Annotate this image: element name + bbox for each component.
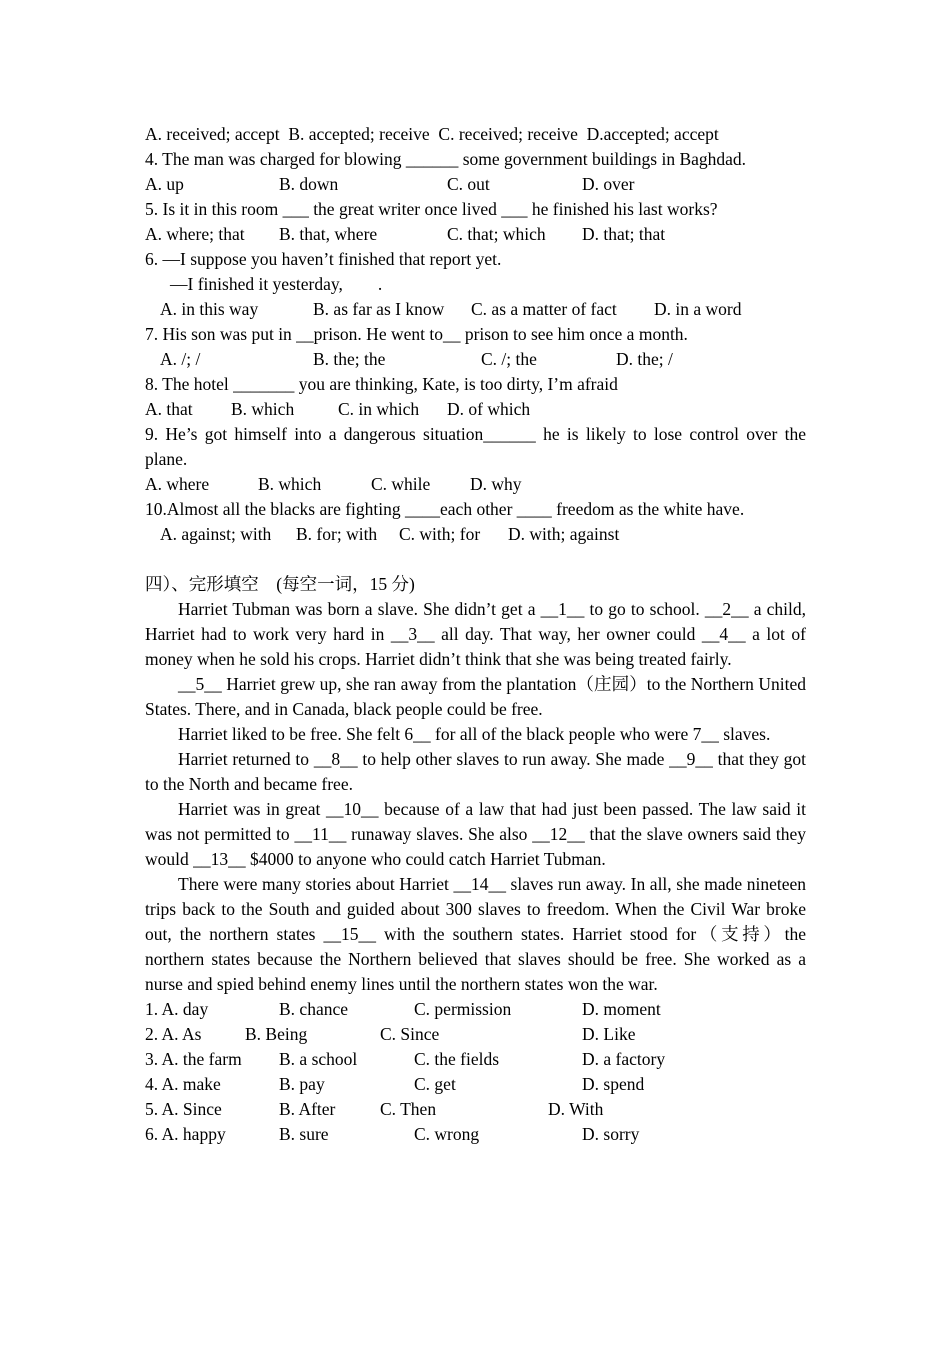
q5-option-c: C. that; which: [447, 224, 546, 244]
q7-options: [145, 347, 806, 372]
cloze-option: D. a factory: [582, 1049, 666, 1069]
cloze-option: 2. A. As: [145, 1024, 202, 1044]
q7-option-c: C. /; the: [481, 349, 537, 369]
q8-option-c: C. in which: [338, 399, 420, 419]
q10-option-c: C. with; for: [399, 524, 481, 544]
exam-page: [145, 122, 806, 1147]
q10-option-b: B. for; with: [296, 524, 378, 544]
q5-option-d: D. that; that: [582, 224, 666, 244]
cloze-option: 5. A. Since: [145, 1099, 222, 1119]
cloze-option: B. chance: [279, 999, 348, 1019]
cloze-option: 6. A. happy: [145, 1124, 226, 1144]
cloze-option: 3. A. the farm: [145, 1049, 242, 1069]
q7-stem: 7. His son was put in __prison. He went to__ prison to see him once a month.: [145, 324, 688, 344]
q6-option-a: A. in this way: [160, 299, 259, 319]
cloze-options-row: [145, 997, 806, 1022]
q8-option-d: D. of which: [447, 399, 531, 419]
q9-option-d: D. why: [470, 474, 522, 494]
cloze-option: B. pay: [279, 1074, 325, 1094]
cloze-paragraph-3: Harriet liked to be free. She felt 6__ for all of the black people who were 7__ slaves.: [178, 724, 771, 744]
cloze-option: C. wrong: [414, 1124, 480, 1144]
cloze-option: B. After: [279, 1099, 336, 1119]
q6-option-b: B. as far as I know: [313, 299, 445, 319]
q5-option-a: A. where; that: [145, 224, 245, 244]
q9-option-b: B. which: [258, 474, 322, 494]
cloze-paragraph-6: There were many stories about Harriet __14__ slaves run away. In all, she made nineteen trips back to the South and guided about 300 slaves to freedom. When the Civil War broke out, the northern states __15__ with the southern states. Harriet stood for（支持）the northern states because the Northern believed that slaves should be free. She worked as a nurse and spied behind enemy lines until the northern states won the war.: [145, 874, 806, 994]
section-heading: 四）、完形填空 (每空一词，15 分): [145, 574, 415, 594]
cloze-paragraph-1: Harriet Tubman was born a slave. She didn’t get a __1__ to go to school. __2__ a child, Harriet had to work very hard in __3__ all day. That way, her owner could __4__ a lot of money when he sold his crops. Harriet didn’t think that she was being treated fairly.: [145, 599, 806, 669]
q9-stem: 9. He’s got himself into a dangerous situation______ he is likely to lose control over the plane.: [145, 424, 806, 469]
q8-option-a: A. that: [145, 399, 193, 419]
q10-options: [145, 522, 806, 547]
q10-option-d: D. with; against: [508, 524, 620, 544]
q6-option-c: C. as a matter of fact: [471, 299, 617, 319]
q4-stem: 4. The man was charged for blowing ______ some government buildings in Baghdad.: [145, 149, 747, 169]
q5-options: [145, 222, 806, 247]
q5-stem: 5. Is it in this room ___ the great writer once lived ___ he finished his last works?: [145, 199, 718, 219]
spacer: [145, 547, 806, 572]
cloze-option: 1. A. day: [145, 999, 209, 1019]
q4-option-d: D. over: [582, 174, 635, 194]
q10-option-a: A. against; with: [160, 524, 272, 544]
q6-reply: —I finished it yesterday, .: [170, 274, 383, 294]
cloze-option: B. a school: [279, 1049, 358, 1069]
q6-option-d: D. in a word: [654, 299, 742, 319]
cloze-option: C. get: [414, 1074, 456, 1094]
q4-option-c: C. out: [447, 174, 490, 194]
q9-option-a: A. where: [145, 474, 210, 494]
cloze-options-row: [145, 1072, 806, 1097]
cloze-options-row: [145, 1122, 806, 1147]
cloze-option: D. moment: [582, 999, 661, 1019]
q5-option-b: B. that, where: [279, 224, 378, 244]
q4-option-b: B. down: [279, 174, 339, 194]
cloze-options-row: [145, 1097, 806, 1122]
q4-options: [145, 172, 806, 197]
cloze-option: D. Like: [582, 1024, 636, 1044]
cloze-option: D. With: [548, 1099, 604, 1119]
q8-stem: 8. The hotel _______ you are thinking, Kate, is too dirty, I’m afraid: [145, 374, 618, 394]
cloze-option: D. spend: [582, 1074, 645, 1094]
q6-options: [145, 297, 806, 322]
cloze-option: C. the fields: [414, 1049, 500, 1069]
q8-option-b: B. which: [231, 399, 295, 419]
q7-option-b: B. the; the: [313, 349, 386, 369]
q6-stem: 6. —I suppose you haven’t finished that report yet.: [145, 249, 502, 269]
cloze-option: C. Then: [380, 1099, 437, 1119]
cloze-option: B. Being: [245, 1024, 308, 1044]
cloze-option: C. Since: [380, 1024, 440, 1044]
cloze-option: D. sorry: [582, 1124, 640, 1144]
q7-option-d: D. the; /: [616, 349, 673, 369]
cloze-options-row: [145, 1022, 806, 1047]
q8-options: [145, 397, 806, 422]
cloze-option: B. sure: [279, 1124, 329, 1144]
cloze-option: 4. A. make: [145, 1074, 221, 1094]
cloze-paragraph-5: Harriet was in great __10__ because of a law that had just been passed. The law said it was not permitted to __11__ runaway slaves. She also __12__ that the slave owners said they would __13__ $4000 to anyone who could catch Harriet Tubman.: [145, 799, 806, 869]
q4-option-a: A. up: [145, 174, 184, 194]
q9-option-c: C. while: [371, 474, 431, 494]
q3-options: A. received; accept B. accepted; receive C. received; receive D.accepted; accept: [145, 124, 719, 144]
q10-stem: 10.Almost all the blacks are fighting ____each other ____ freedom as the white have.: [145, 499, 745, 519]
cloze-paragraph-2: __5__ Harriet grew up, she ran away from the plantation（庄园）to the Northern United States. There, and in Canada, black people could be free.: [145, 674, 806, 719]
cloze-paragraph-4: Harriet returned to __8__ to help other slaves to run away. She made __9__ that they got to the North and became free.: [145, 749, 806, 794]
cloze-options-row: [145, 1047, 806, 1072]
q9-options: [145, 472, 806, 497]
q7-option-a: A. /; /: [160, 349, 201, 369]
cloze-option: C. permission: [414, 999, 512, 1019]
